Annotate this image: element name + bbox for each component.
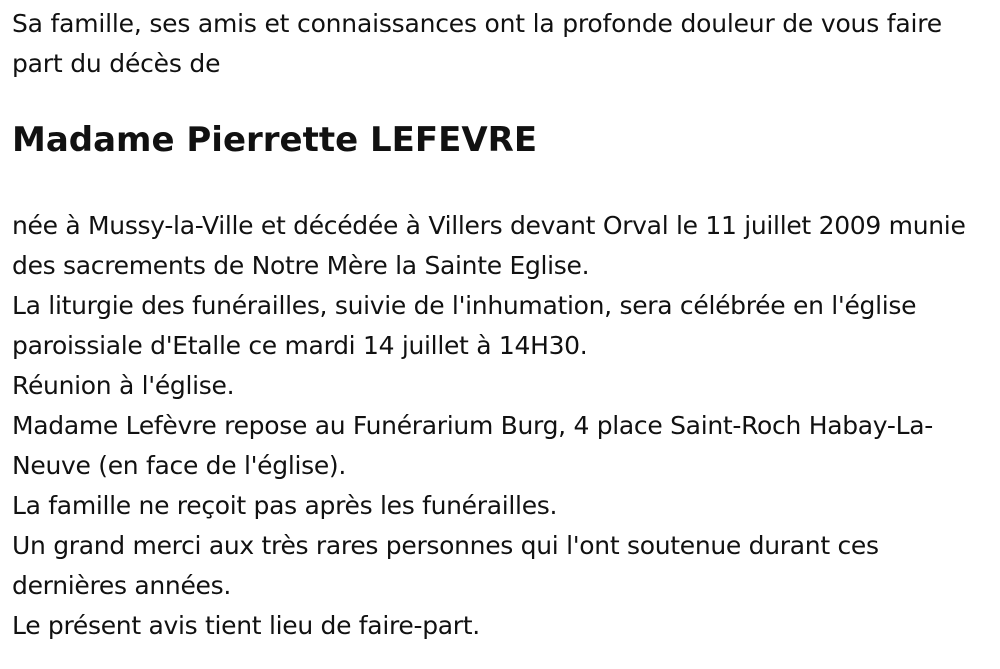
funeral-liturgy-details: La liturgie des funérailles, suivie de l'inhumation, sera célébrée en l'église paroissiale d'Etalle ce mardi 14 juillet à 14H30.: [12, 291, 917, 360]
deceased-name: Madame Pierrette LEFEVRE: [12, 120, 538, 160]
birth-death-details: née à Mussy-la-Ville et décédée à Villers devant Orval le 11 juillet 2009 munie des sacrements de Notre Mère la Sainte Eglise.: [12, 211, 966, 280]
funeral-home-details: Madame Lefèvre repose au Funérarium Burg, 4 place Saint-Roch Habay-La-Neuve (en face de l'église).: [12, 411, 933, 480]
thanks-note: Un grand merci aux très rares personnes qui l'ont soutenue durant ces dernières années.: [12, 531, 879, 600]
family-reception-note: La famille ne reçoit pas après les funérailles.: [12, 491, 558, 520]
intro-text: Sa famille, ses amis et connaissances ont la profonde douleur de vous faire part du décès de: [12, 9, 942, 78]
closing-note: Le présent avis tient lieu de faire-part.: [12, 611, 480, 640]
death-notice: [12, 4, 988, 646]
notice-body: [12, 206, 988, 646]
meeting-point: Réunion à l'église.: [12, 371, 235, 400]
